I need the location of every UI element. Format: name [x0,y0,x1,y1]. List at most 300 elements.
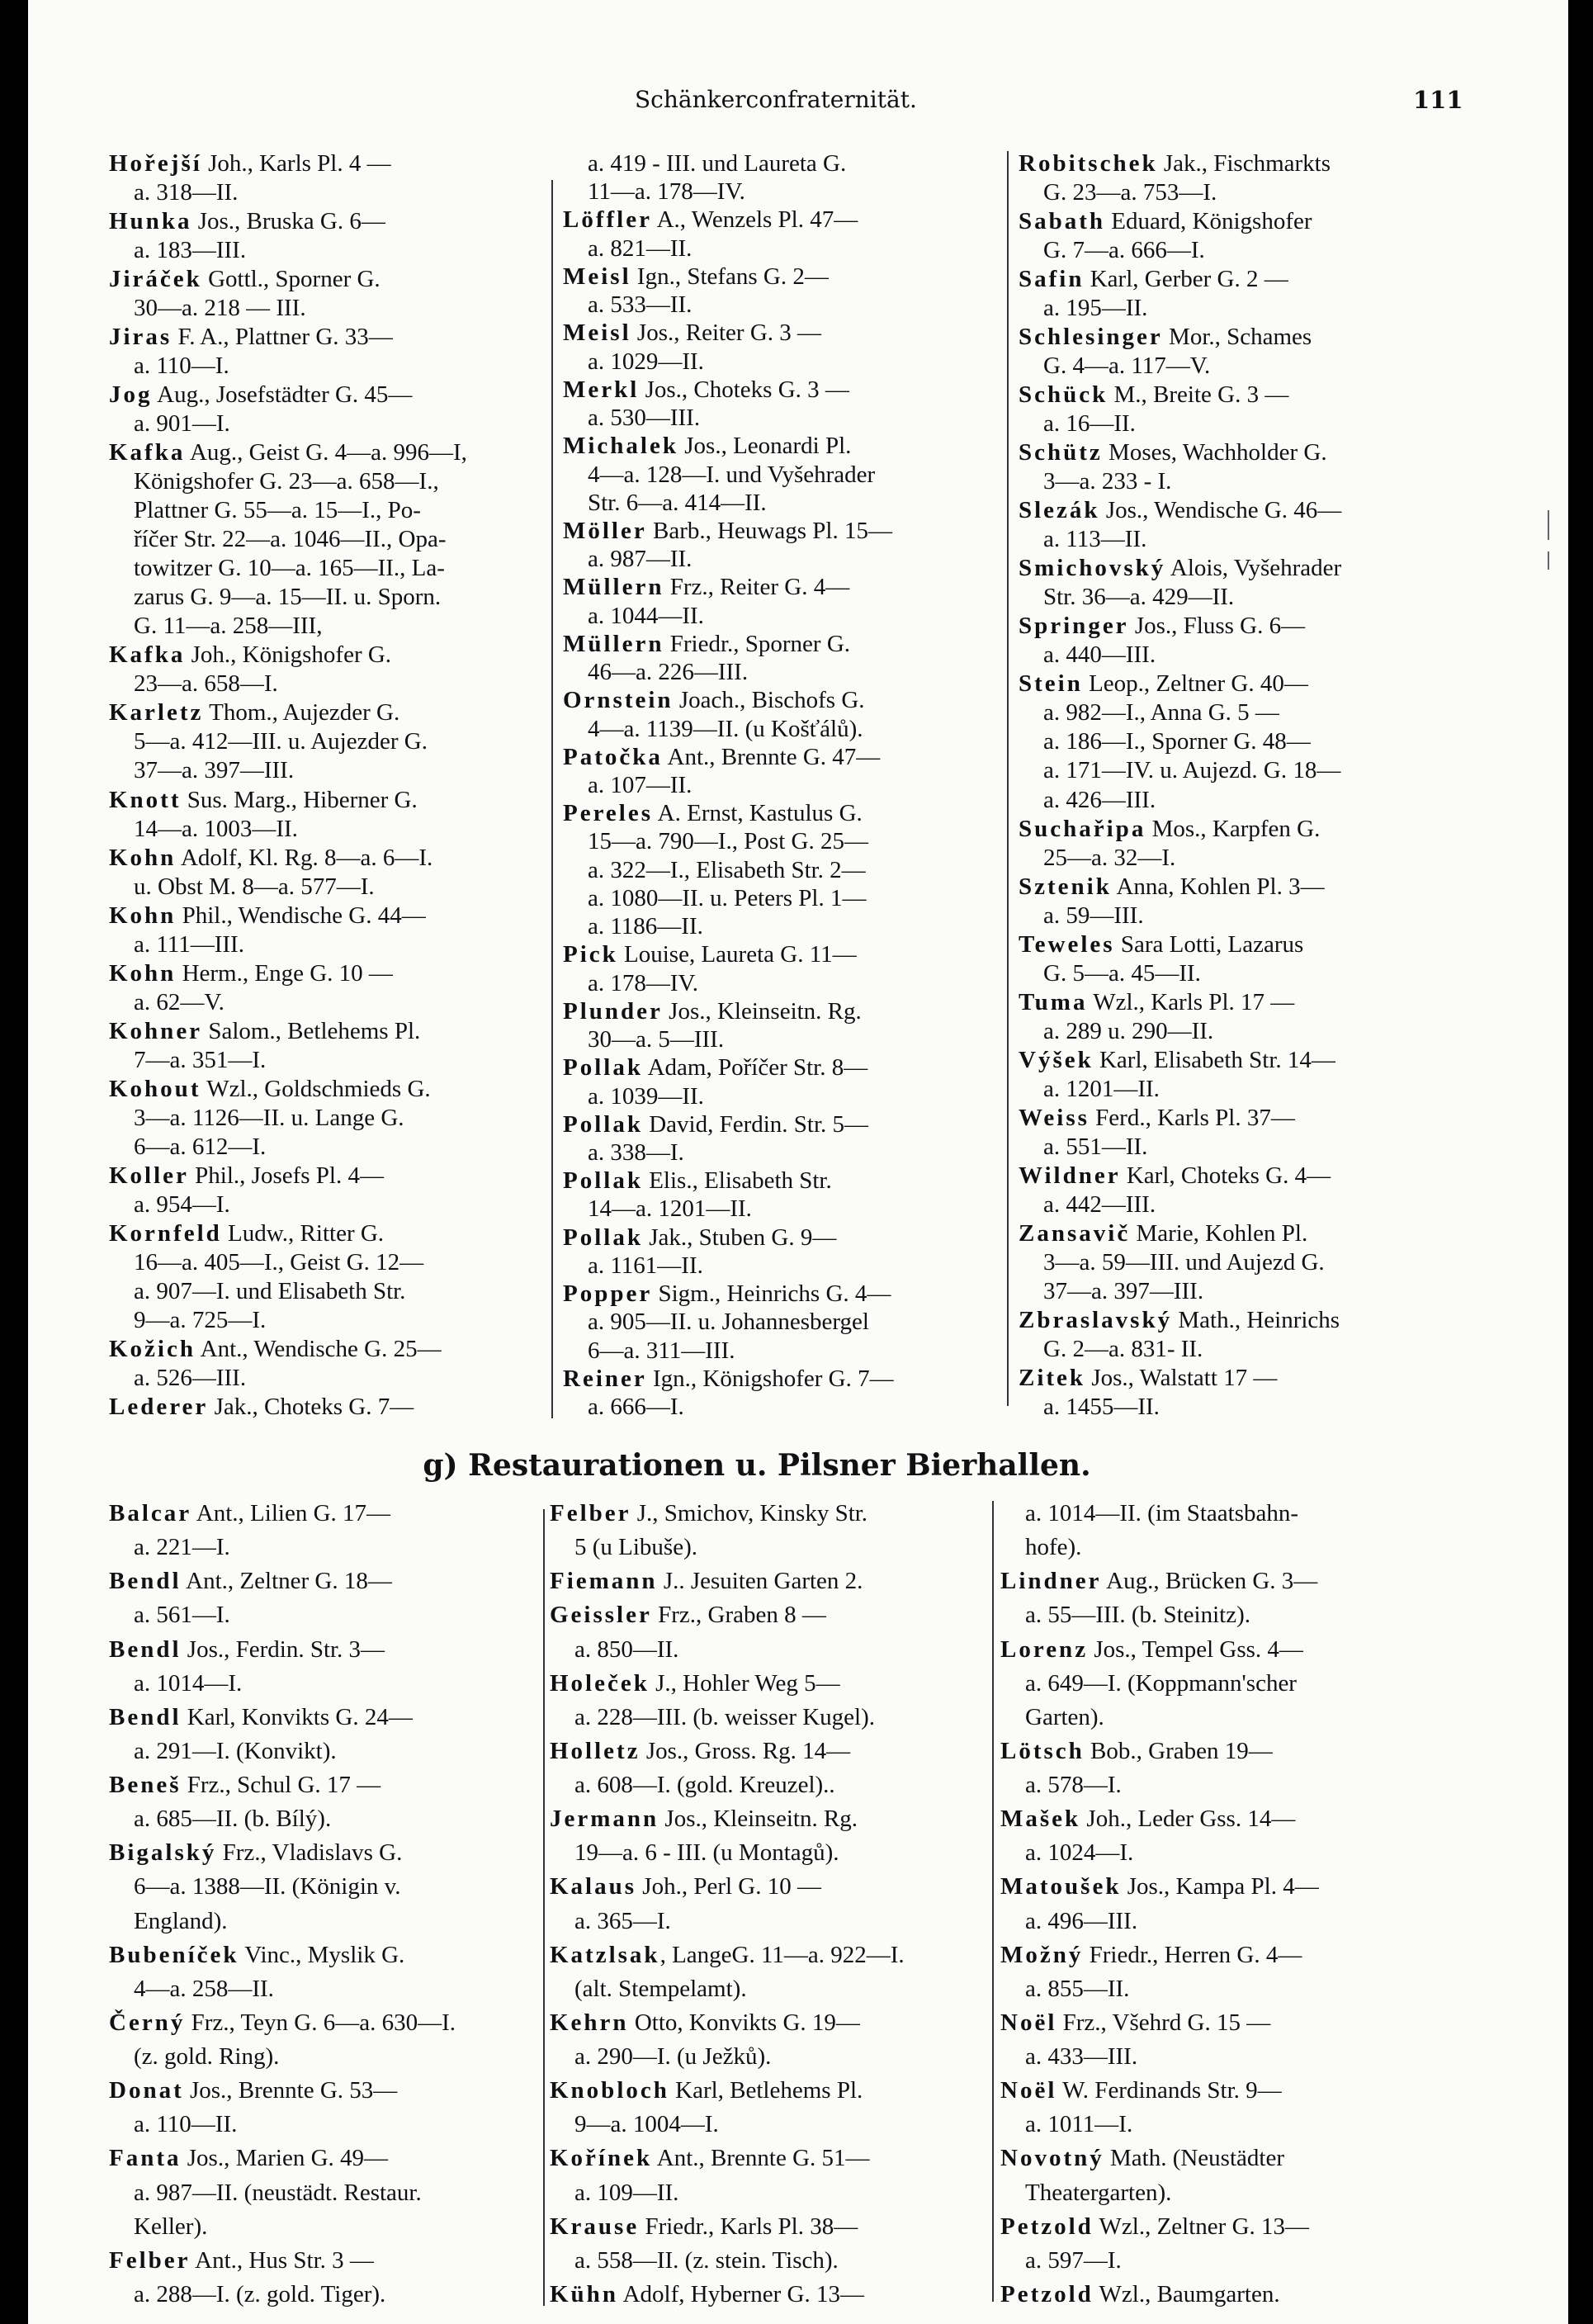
entry-continuation [1043,642,1156,668]
entry-name: Merkl [563,376,640,403]
entry-text: a. 62—V. [134,988,225,1015]
entry-continuation [134,2180,422,2206]
entry-line [1019,556,1341,581]
entry-text: Jos., Leonardi Pl. [678,433,852,460]
entry-name: Pick [563,941,618,968]
entry-name: Bendl [109,1568,182,1595]
entry-continuation [1043,1250,1325,1276]
entry-line [109,1773,381,1798]
entry-continuation [134,1909,228,1934]
entry-text: a. 1014—II. (im Staatsbahn- [1025,1500,1299,1526]
entry-text: W. Ferdinands Str. 9— [1056,2077,1282,2104]
entry-line [109,1943,404,1968]
entry-text: Jos., Reiter G. 3 — [631,319,822,347]
entry-continuation [574,1773,835,1798]
entry-text: Jak., Choteks G. 7— [208,1394,414,1420]
entry-line [563,942,857,968]
entry-continuation [134,816,298,842]
entry-text: a. 426—III. [1043,786,1156,813]
entry-continuation [588,971,698,996]
entry-text: J., Smichov, Kinsky Str. [631,1500,868,1526]
entry-name: Kořínek [550,2145,653,2172]
entry-name: Pollak [563,1110,643,1138]
entry-continuation [1043,845,1175,871]
entry-name: Kühn [550,2281,618,2307]
entry-name: Sztenik [1019,873,1112,900]
entry-continuation [1043,729,1311,755]
entry-text: G. 4—a. 117—V. [1043,353,1211,380]
entry-text: 6—a. 1388—II. (Königin v. [134,1873,401,1900]
entry-text: 3—a. 59—III. und Aujezd G. [1043,1248,1325,1276]
entry-text: 37—a. 397—III. [134,757,295,784]
entry-line [563,320,821,346]
entry-text: 14—a. 1003—II. [134,815,298,842]
entry-line [109,209,385,234]
entry-line [563,1366,894,1392]
entry-line [109,440,467,466]
entry-continuation [588,1196,752,1222]
entry-text: Leop., Zeltner G. 40— [1082,670,1308,698]
entry-text: a. 186—I., Sporner G. 48— [1043,728,1311,755]
entry-text: 46—a. 226—III. [588,659,749,686]
entry-text: a. 561—I. [134,1602,230,1629]
entry-text: Karl, Gerber G. 2 — [1084,266,1288,293]
entry-text: Louise, Laureta G. 11— [617,941,857,968]
entry-continuation [1025,1840,1133,1866]
entry-name: Hunka [109,208,192,235]
entry-text: a. 178—IV. [588,969,698,996]
entry-continuation [574,2248,839,2274]
entry-text: Frz., Reiter G. 4— [664,574,850,601]
column-divider [543,1509,545,2306]
entry-text: 23—a. 658—I. [134,670,278,698]
entry-name: Kafka [109,439,186,466]
entry-text: Ant., Hus Str. 3 — [190,2246,374,2274]
entry-name: Lindner [1000,1568,1102,1595]
entry-name: Patočka [563,743,663,770]
scan-mark [1548,551,1549,570]
entry-text: Ant., Brennte G. 51— [652,2145,870,2172]
entry-text: a. 1011—I. [1025,2111,1133,2138]
entry-text: 30—a. 218 — III. [134,295,306,322]
entry-continuation [574,1705,875,1730]
entry-continuation [588,1394,684,1420]
entry-continuation [134,1048,266,1073]
entry-continuation [1043,903,1144,929]
entry-text: a. 433—III. [1025,2043,1138,2071]
entry-continuation [1025,2112,1132,2137]
column-2 [563,151,1033,1422]
entry-continuation [1043,1134,1147,1160]
entry-line [109,1019,420,1044]
entry-continuation [1043,1077,1160,1102]
entry-line [550,1602,826,1628]
entry-line [550,1569,863,1594]
entry-name: Wildner [1019,1162,1121,1189]
entry-text: F. A., Plattner G. 33— [172,324,393,351]
entry-name: Balcar [109,1500,192,1526]
entry-name: Beneš [109,1772,182,1799]
entry-name: Stein [1019,670,1083,698]
entry-continuation [588,490,767,516]
entry-line [109,1501,390,1526]
entry-line [1000,2078,1282,2104]
entry-continuation [1043,1192,1156,1218]
entry-continuation [134,1192,230,1218]
entry-continuation [1043,1279,1203,1304]
entry-name: Matoušek [1000,1873,1122,1900]
entry-text: a. 1161—II. [588,1252,703,1279]
entry-text: Otto, Konvikts G. 19— [628,2009,860,2036]
entry-line [550,2214,858,2240]
entry-continuation [134,2282,385,2307]
entry-name: Pollak [563,1054,643,1082]
entry-line [563,518,892,544]
entry-text: Jos., Fluss G. 6— [1128,613,1306,640]
entry-continuation [588,886,867,911]
entry-text: Karl, Konvikts G. 24— [181,1703,413,1730]
entry-text: Wzl., Karls Pl. 17 — [1087,988,1295,1015]
entry-text: Jos., Gross. Rg. 14— [640,1737,851,1764]
entry-name: Novotný [1000,2145,1104,2172]
entry-name: Jiráček [109,266,202,293]
entry-text: Vinc., Myslik G. [239,1941,405,1968]
entry-text: Joh., Perl G. 10 — [636,1873,821,1900]
entry-name: Pereles [563,800,654,827]
entry-text: a. 597—I. [1025,2246,1122,2274]
entry-name: Bubeníček [109,1941,239,1968]
entry-continuation [134,1874,401,1900]
entry-name: Schütz [1019,439,1103,466]
entry-text: 37—a. 397—III. [1043,1277,1204,1304]
entry-text: Sus. Marg., Hiberner G. [181,786,418,813]
entry-text: Frz., Všehrd G. 15 — [1056,2009,1271,2036]
entry-name: Löffler [563,206,652,234]
entry-line [563,433,851,459]
entry-continuation [574,1840,839,1866]
section-restaurationen [28,1501,1568,2310]
entry-text: a. 1024—I. [1025,1839,1134,1867]
entry-text: England). [134,1907,228,1934]
entry-line [563,575,849,600]
entry-line [109,151,391,177]
entry-text: Elis., Elisabeth Str. [642,1167,832,1195]
entry-text: Herm., Enge G. 10 — [176,959,393,987]
entry-continuation [588,603,704,629]
entry-text: a. 289 u. 290—II. [1043,1017,1214,1044]
entry-line [1019,324,1312,350]
entry-text: Thom., Aujezder G. [203,699,400,727]
entry-continuation [588,547,692,572]
entry-text: a. 440—III. [1043,641,1156,669]
entry-continuation [1043,1019,1213,1044]
entry-continuation [134,353,229,379]
entry-continuation [134,874,375,900]
entry-text: Salom., Betlehems Pl. [202,1017,421,1044]
entry-line [1019,1048,1335,1073]
entry-line [1019,932,1303,958]
entry-line [550,2282,864,2307]
entry-continuation [588,914,703,940]
entry-line [1019,671,1308,697]
entry-text: a. 533—II. [588,291,693,319]
entry-text: G. 5—a. 45—II. [1043,959,1201,987]
entry-line [1000,1569,1317,1594]
entry-name: Černý [109,2009,186,2036]
entry-line [1000,1943,1302,1968]
entry-continuation [1025,2180,1171,2206]
entry-continuation [574,1909,671,1934]
entry-line [550,2146,870,2171]
entry-text: a. 1080—II. u. Peters Pl. 1— [588,884,867,911]
entry-text: Moses, Wachholder G. [1102,439,1327,466]
entry-continuation [574,2112,719,2137]
entry-text: Barb., Heuwags Pl. 15— [646,517,892,544]
entry-line [563,688,865,713]
entry-text: u. Obst M. 8—a. 577—I. [134,873,375,900]
entry-continuation [134,758,294,783]
entry-text: a. 110—I. [134,353,229,380]
entry-line [109,845,433,871]
entry-line [1019,1105,1295,1131]
entry-name: Fanta [109,2145,182,2172]
entry-text: a. 982—I., Anna G. 5 — [1043,699,1279,727]
entry-continuation [588,1027,724,1053]
entry-line [109,1569,392,1594]
entry-continuation [1025,1909,1137,1934]
entry-name: Bendl [109,1635,182,1663]
entry-name: Schlesinger [1019,324,1163,351]
entry-text: a. 954—I. [134,1190,230,1218]
entry-line [563,377,849,403]
entry-continuation [134,729,428,755]
entry-text: a. 221—I. [134,1534,230,1561]
entry-line [109,2248,374,2274]
entry-line [550,2010,860,2036]
entry-name: Karletz [109,699,204,727]
entry-line [563,1281,891,1307]
entry-line [1019,382,1288,408]
entry-continuation [588,1309,869,1335]
entry-line [109,903,426,929]
entry-text: Jos., Tempel Gss. 4— [1088,1635,1303,1663]
entry-continuation [1025,1773,1122,1798]
entry-text: a. 905—II. u. Johannesbergel [588,1309,869,1336]
entry-text: Ant., Lilien G. 17— [191,1500,391,1526]
entry-name: Schück [1019,381,1108,409]
entry-text: Karl, Elisabeth Str. 14— [1093,1046,1335,1073]
entry-text: 30—a. 5—III. [588,1026,725,1053]
entry-text: Plattner G. 55—a. 15—I., Po- [134,497,421,524]
entry-continuation [574,1535,697,1560]
entry-text: 4—a. 128—I. und Vyšehrader [588,461,876,488]
entry-continuation [1025,1535,1081,1560]
entry-continuation [134,411,230,437]
entry-text: a. 110—II. [134,2111,238,2138]
entry-line [1000,2214,1309,2240]
entry-name: Ornstein [563,687,674,714]
column-1 [109,151,571,1422]
column-1 [109,1501,571,2310]
entry-text: Aug., Geist G. 4—a. 996—I, [185,439,467,466]
entry-continuation [134,180,238,206]
entry-text: Jos., Bruska G. 6— [191,208,385,235]
entry-line [109,382,412,408]
entry-text: Königshofer G. 23—a. 658—I., [134,468,439,495]
entry-text: a. 111—III. [134,930,244,958]
column-2 [550,1501,1028,2310]
entry-continuation [134,1134,266,1160]
entry-continuation [574,1976,747,2002]
entry-text: Adolf, Hyberner G. 13— [617,2281,864,2307]
entry-text: a. 288—I. (z. gold. Tiger). [134,2281,386,2307]
entry-text: Adam, Poříčer Str. 8— [642,1054,868,1082]
entry-line [109,1337,442,1362]
entry-name: Popper [563,1280,653,1308]
entry-text: a. 59—III. [1043,902,1144,929]
page-header [28,86,1568,122]
entry-text: Joh., Leder Gss. 14— [1080,1806,1296,1833]
page-number: 111 [1413,86,1463,114]
entry-line [563,1225,836,1251]
entry-text: 25—a. 32—I. [1043,844,1176,871]
entry-name: Geissler [550,1602,652,1629]
entry-continuation [588,236,692,262]
section-heading-text: g) Restaurationen u. Pilsner Bierhallen. [423,1448,1091,1483]
entry-text: a. 1029—II. [588,348,704,375]
entry-name: Výšek [1019,1046,1094,1073]
entry-continuation [134,613,322,639]
entry-name: Mašek [1000,1806,1081,1833]
entry-text: Ant., Zeltner G. 18— [181,1568,392,1595]
entry-text: Mos., Karpfen G. [1146,815,1321,842]
entry-text: 5—a. 412—III. u. Aujezder G. [134,728,428,755]
entry-name: Pollak [563,1224,643,1251]
entry-continuation [134,1105,404,1131]
entry-text: 9—a. 725—I. [134,1306,267,1333]
entry-continuation [1043,961,1201,987]
entry-line [1019,1366,1277,1391]
entry-continuation [134,469,439,495]
entry-text: a. 530—III. [588,405,701,432]
entry-name: Kalaus [550,1873,637,1900]
entry-name: Kohner [109,1017,203,1044]
entry-text: J., Hohler Weg 5— [649,1669,840,1697]
entry-text: 3—a. 1126—II. u. Lange G. [134,1104,404,1131]
entry-continuation [134,1535,230,1560]
entry-text: a. 109—II. [574,2179,679,2206]
entry-name: Weiss [1019,1104,1090,1131]
entry-text: Jos., Wendische G. 46— [1099,497,1342,524]
entry-text: a. 496—III. [1025,1907,1138,1934]
entry-continuation [1043,585,1234,610]
column-divider [992,1501,994,2302]
entry-name: Bigalský [109,1839,217,1867]
entry-name: Zansavič [1019,1219,1131,1247]
entry-continuation [1025,2044,1137,2070]
entry-line [109,1840,402,1866]
entry-line [109,1705,413,1730]
entry-continuation [1025,1705,1104,1730]
entry-name: Teweles [1019,930,1115,958]
entry-text: Ant., Brennte G. 47— [662,743,881,770]
entry-text: Marie, Kohlen Pl. [1130,1219,1308,1247]
entry-text: Joach., Bischofs G. [673,687,865,714]
entry-line [563,1112,868,1138]
entry-text: a. 1044—II. [588,602,704,629]
entry-continuation [134,2214,207,2240]
entry-line [550,1806,858,1832]
entry-name: Möller [563,517,647,544]
entry-name: Petzold [1000,2281,1094,2307]
entry-continuation [134,2044,279,2070]
directory-page [28,0,1568,2324]
entry-continuation [1043,180,1217,206]
entry-text: a. 290—I. (u Ježků). [574,2043,772,2071]
entry-name: Jog [109,381,153,409]
entry-line [109,961,393,987]
entry-text: 19—a. 6 - III. (u Montagů). [574,1839,839,1867]
entry-name: Knott [109,786,182,813]
entry-name: Krause [550,2213,640,2240]
entry-text: a. 666—I. [588,1394,684,1420]
entry-line [109,1637,385,1663]
entry-line [563,264,829,290]
entry-continuation [588,1140,684,1166]
entry-text: Karl, Choteks G. 4— [1120,1162,1331,1189]
entry-continuation [134,556,445,581]
entry-continuation [1025,1501,1298,1526]
entry-text: Eduard, Königshofer [1105,208,1312,235]
entry-text: Frz., Teyn G. 6—a. 630—I. [185,2009,456,2036]
entry-continuation [1043,1337,1203,1362]
entry-text: G. 23—a. 753—I. [1043,179,1217,206]
section-heading [28,1448,1568,1481]
entry-line [1019,498,1341,523]
entry-text: , LangeG. 11—a. 922—I. [659,1941,905,1968]
entry-name: Kafka [109,641,186,669]
entry-line [109,700,399,726]
entry-text: Theatergarten). [1025,2179,1172,2206]
entry-line [1019,874,1325,900]
entry-continuation [1043,353,1210,379]
column-3 [1019,151,1481,1422]
entry-line [109,324,393,350]
entry-text: David, Ferdin. Str. 5— [642,1110,869,1138]
entry-text: Sigm., Heinrichs G. 4— [652,1280,891,1308]
entry-text: Phil., Wendische G. 44— [176,902,426,929]
entry-line [109,1163,384,1189]
entry-text: Sara Lotti, Lazarus [1114,930,1304,958]
entry-continuation [1043,1394,1160,1420]
entry-text: a. 558—II. (z. stein. Tisch). [574,2246,839,2274]
entry-continuation [134,1806,331,1832]
entry-text: Ign., Königshofer G. 7— [646,1365,894,1392]
entry-continuation [588,462,875,488]
entry-continuation [588,858,866,883]
entry-name: Kohn [109,959,177,987]
entry-line [109,1221,384,1247]
entry-line [1000,2282,1280,2307]
entry-text: Phil., Josefs Pl. 4— [188,1162,384,1189]
entry-text: a. 365—I. [574,1907,671,1934]
entry-name: Lötsch [1000,1737,1085,1764]
entry-text: 5 (u Libuše). [574,1534,697,1561]
entry-continuation [134,990,225,1015]
entry-name: Safin [1019,266,1085,293]
entry-name: Kehrn [550,2009,629,2036]
entry-name: Plunder [563,997,663,1025]
